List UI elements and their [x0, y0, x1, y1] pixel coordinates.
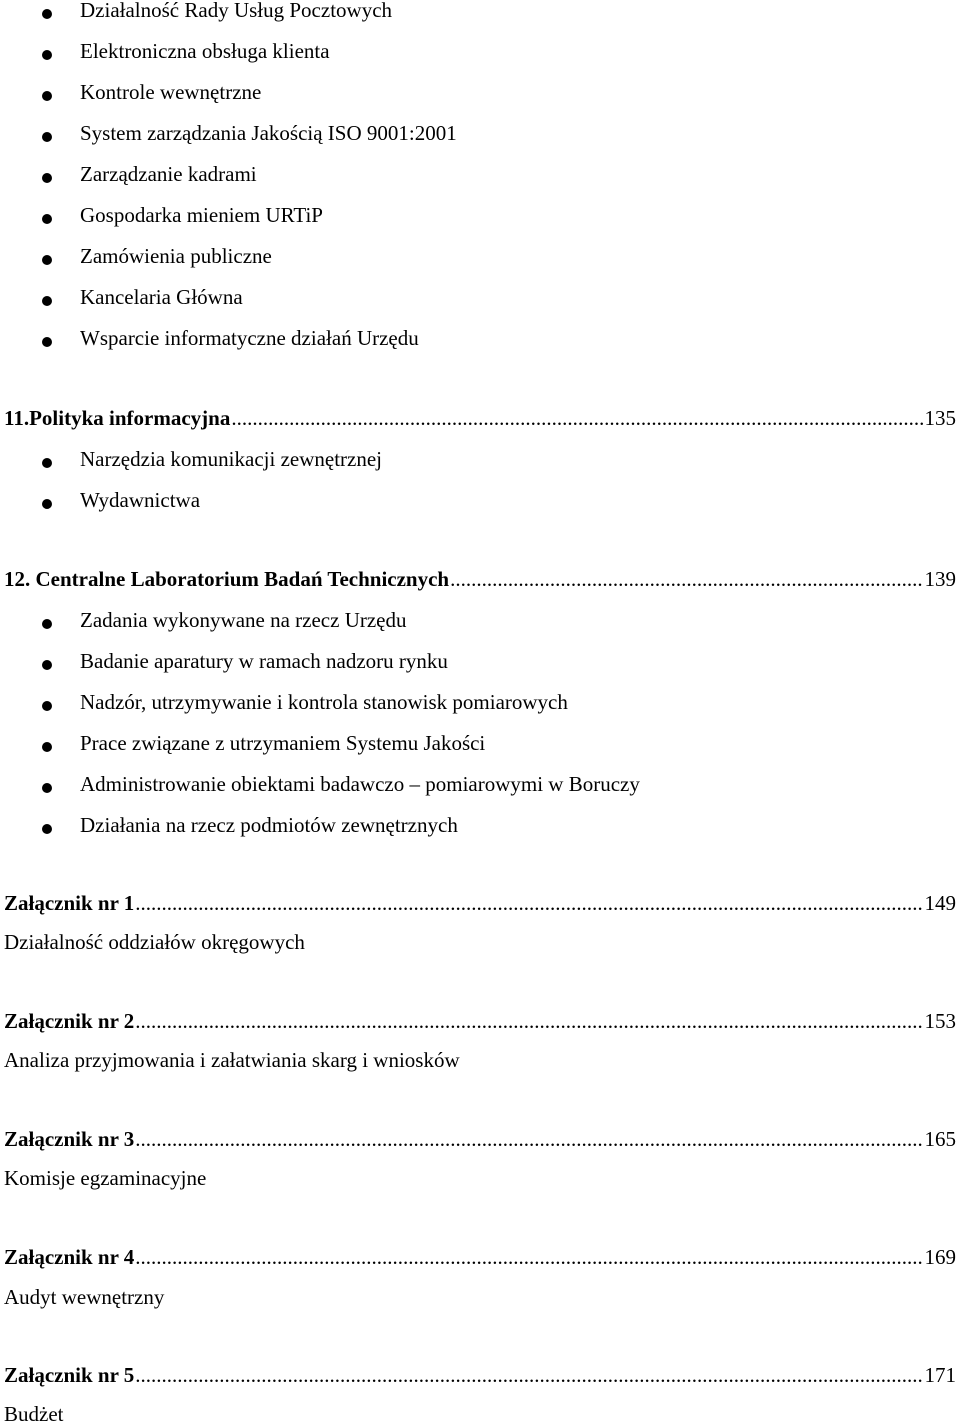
- toc-entry-title: 11.Polityka informacyjna: [4, 406, 231, 430]
- bullet-icon: [42, 132, 52, 142]
- dot-leader: [135, 1129, 923, 1150]
- list-item: [0, 610, 940, 640]
- toc-entry-title: Załącznik nr 3: [4, 1127, 135, 1151]
- dot-leader: [135, 893, 923, 914]
- toc-entry-attachment-5[interactable]: [4, 1365, 956, 1386]
- list-item-label: Gospodarka mieniem URTiP: [80, 203, 323, 227]
- toc-entry-page: 135: [924, 406, 956, 430]
- toc-entry-title: Załącznik nr 4: [4, 1245, 135, 1269]
- list-item: [0, 733, 940, 763]
- list-item: [0, 815, 940, 845]
- list-item-label: Elektroniczna obsługa klienta: [80, 39, 330, 63]
- bullet-icon: [42, 9, 52, 19]
- list-item: [0, 490, 940, 520]
- toc-entry-title: Załącznik nr 5: [4, 1363, 135, 1387]
- list-item-label: System zarządzania Jakością ISO 9001:2001: [80, 121, 457, 145]
- list-item-label: Kancelaria Główna: [80, 285, 243, 309]
- bullet-icon: [42, 458, 52, 468]
- toc-entry-subtitle: Budżet: [4, 1402, 64, 1426]
- list-item-label: Nadzór, utrzymywanie i kontrola stanowisk pomiarowych: [80, 690, 568, 714]
- bullet-icon: [42, 701, 52, 711]
- list-item: [0, 82, 940, 112]
- list-item: [0, 692, 940, 722]
- list-item-label: Kontrole wewnętrzne: [80, 80, 262, 104]
- toc-entry-attachment-2[interactable]: [4, 1011, 956, 1032]
- list-item-label: Zadania wykonywane na rzecz Urzędu: [80, 608, 407, 632]
- dot-leader: [135, 1011, 923, 1032]
- list-item-label: Wsparcie informatyczne działań Urzędu: [80, 326, 419, 350]
- toc-entry-title: Załącznik nr 2: [4, 1009, 135, 1033]
- toc-entry-attachment-3[interactable]: [4, 1129, 956, 1150]
- list-item: [0, 123, 940, 153]
- list-item-label: Prace związane z utrzymaniem Systemu Jakości: [80, 731, 486, 755]
- toc-entry-subtitle: Audyt wewnętrzny: [4, 1285, 165, 1309]
- list-item: [0, 246, 940, 276]
- list-item: [0, 41, 940, 71]
- toc-entry-title: Załącznik nr 1: [4, 891, 135, 915]
- toc-entry-subtitle: Analiza przyjmowania i załatwiania skarg i wniosków: [4, 1048, 460, 1072]
- bullet-icon: [42, 783, 52, 793]
- bullet-icon: [42, 255, 52, 265]
- bullet-icon: [42, 296, 52, 306]
- bullet-icon: [42, 619, 52, 629]
- bullet-icon: [42, 91, 52, 101]
- bullet-icon: [42, 173, 52, 183]
- list-item: [0, 449, 940, 479]
- list-item: [0, 205, 940, 235]
- list-item: [0, 164, 940, 194]
- bullet-icon: [42, 824, 52, 834]
- list-item: [0, 651, 940, 681]
- list-item-label: Zarządzanie kadrami: [80, 162, 257, 186]
- toc-entry-page: 165: [924, 1127, 956, 1151]
- toc-entry-page: 171: [924, 1363, 956, 1387]
- dot-leader: [135, 1365, 923, 1386]
- toc-entry-page: 139: [924, 567, 956, 591]
- bullet-icon: [42, 50, 52, 60]
- toc-entry-attachment-1[interactable]: [4, 893, 956, 914]
- bullet-icon: [42, 214, 52, 224]
- list-item-label: Administrowanie obiektami badawczo – pomiarowymi w Boruczy: [80, 772, 640, 796]
- list-item: [0, 328, 940, 358]
- toc-entry-page: 153: [924, 1009, 956, 1033]
- list-item-label: Badanie aparatury w ramach nadzoru rynku: [80, 649, 448, 673]
- toc-entry-page: 149: [924, 891, 956, 915]
- toc-entry-subtitle: Komisje egzaminacyjne: [4, 1166, 207, 1190]
- toc-entry-attachment-4[interactable]: [4, 1247, 956, 1268]
- list-item: [0, 0, 940, 30]
- toc-entry-section-11[interactable]: [4, 408, 956, 429]
- list-item-label: Wydawnictwa: [80, 488, 201, 512]
- bullet-icon: [42, 742, 52, 752]
- list-item: [0, 287, 940, 317]
- toc-entry-title: 12. Centralne Laboratorium Badań Technicznych: [4, 567, 450, 591]
- dot-leader: [135, 1247, 923, 1268]
- toc-entry-subtitle: Działalność oddziałów okręgowych: [4, 930, 305, 954]
- dot-leader: [450, 569, 923, 590]
- list-item-label: Narzędzia komunikacji zewnętrznej: [80, 447, 383, 471]
- list-item-label: Działania na rzecz podmiotów zewnętrznych: [80, 813, 458, 837]
- list-item: [0, 774, 940, 804]
- bullet-icon: [42, 337, 52, 347]
- bullet-icon: [42, 499, 52, 509]
- toc-entry-section-12[interactable]: [4, 569, 956, 590]
- list-item-label: Zamówienia publiczne: [80, 244, 272, 268]
- dot-leader: [231, 408, 923, 429]
- bullet-icon: [42, 660, 52, 670]
- list-item-label: Działalność Rady Usług Pocztowych: [80, 0, 393, 22]
- toc-entry-page: 169: [924, 1245, 956, 1269]
